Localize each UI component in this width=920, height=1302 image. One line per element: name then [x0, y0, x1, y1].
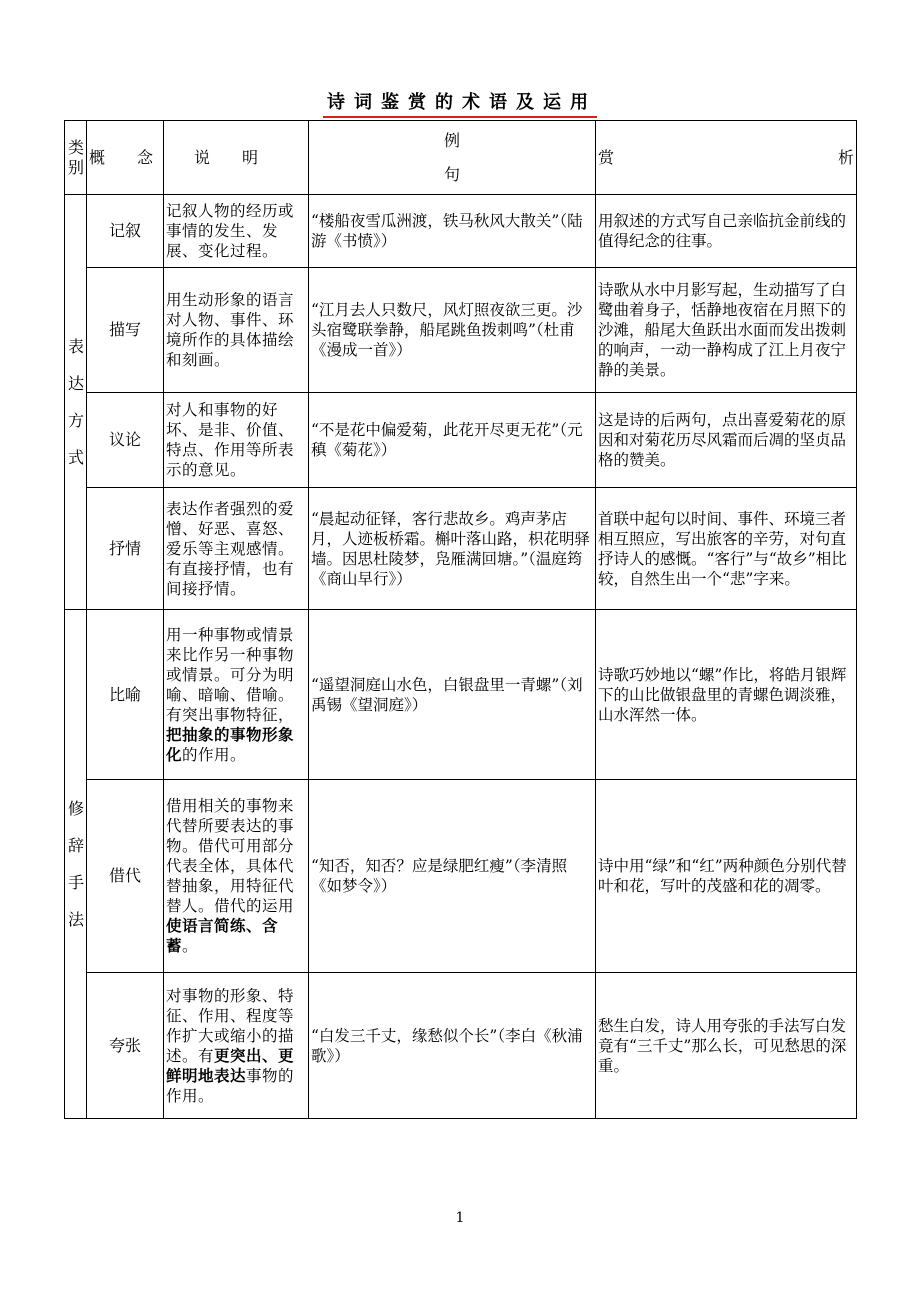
header-concept: 概 念 — [87, 121, 164, 195]
header-explanation: 说 明 — [164, 121, 309, 195]
example-cell: “江月去人只数尺，风灯照夜欲三更。沙头宿鹭联拳静，船尾跳鱼拨刺鸣”（杜甫《漫成一首》） — [309, 268, 596, 393]
table-row — [65, 393, 857, 488]
desc-cell: 记叙人物的经历或事情的发生、发展、变化过程。 — [164, 195, 309, 268]
table-row — [65, 195, 857, 268]
header-analysis — [596, 121, 857, 195]
analysis-cell: 诗中用“绿”和“红”两种颜色分别代替叶和花，写叶的茂盛和花的凋零。 — [596, 780, 857, 973]
example-cell: “晨起动征铎，客行悲故乡。鸡声茅店月，人迹板桥霜。槲叶落山路，枳花明驿墙。因思杜陵梦，凫雁满回塘。”（温庭筠《商山早行》） — [309, 488, 596, 610]
concept-cell: 抒情 — [87, 488, 164, 610]
analysis-cell: 这是诗的后两句，点出喜爱菊花的原因和对菊花历尽风霜而后凋的坚贞品格的赞美。 — [596, 393, 857, 488]
concept-cell: 描写 — [87, 268, 164, 393]
header-analysis-right: 析 — [837, 147, 854, 167]
header-example — [309, 121, 596, 195]
example-cell: “不是花中偏爱菊，此花开尽更无花”（元稹《菊花》） — [309, 393, 596, 488]
desc-tail: 事物的作用。 — [166, 1066, 295, 1105]
desc-text: 用一种事物或情景来比作另一种事物或情景。可分为明喻、暗喻、借喻。有突出事物特征， — [166, 625, 295, 724]
desc-cell: 对人和事物的好坏、是非、价值、特点、作用等所表示的意见。 — [164, 393, 309, 488]
desc-tail: 的作用。 — [182, 745, 247, 764]
desc-cell: 表达作者强烈的爱憎、好恶、喜怒、爱乐等主观感情。有直接抒情，也有间接抒情。 — [164, 488, 309, 610]
concept-cell: 借代 — [87, 780, 164, 973]
table-row — [65, 488, 857, 610]
analysis-cell: 诗歌从水中月影写起，生动描写了白鹭曲着身子，恬静地夜宿在月照下的沙滩，船尾大鱼跃出水面而发出拨刺的响声，一动一静构成了江上月夜宁静的美景。 — [596, 268, 857, 393]
table-row — [65, 610, 857, 780]
table-row — [65, 780, 857, 973]
concept-cell: 夸张 — [87, 973, 164, 1119]
example-cell: “遥望洞庭山水色，白银盘里一青螺”（刘禹锡《望洞庭》） — [309, 610, 596, 780]
desc-emphasis: 使语言简练、含蓄 — [166, 916, 279, 955]
example-cell: “楼船夜雪瓜洲渡，铁马秋风大散关”（陆游《书愤》） — [309, 195, 596, 268]
category-expression: 表达方式 — [65, 195, 87, 610]
header-category: 类别 — [65, 121, 87, 195]
desc-text: 对事物的形象、特征、作用、程度等作扩大或缩小的描述。有 — [166, 986, 295, 1065]
example-cell: “知否，知否？应是绿肥红瘦”（李清照《如梦令》） — [309, 780, 596, 973]
analysis-cell: 用叙述的方式写自己亲临抗金前线的值得纪念的往事。 — [596, 195, 857, 268]
table-row — [65, 973, 857, 1119]
header-example-top: 例 — [443, 130, 460, 150]
analysis-cell: 诗歌巧妙地以“螺”作比，将皓月银辉下的山比做银盘里的青螺色调淡雅，山水浑然一体。 — [596, 610, 857, 780]
desc-emphasis: 把抽象的事物形象化 — [166, 724, 295, 764]
concept-cell: 议论 — [87, 393, 164, 488]
analysis-cell: 愁生白发，诗人用夸张的手法写白发竟有“三千丈”那么长，可见愁思的深重。 — [596, 973, 857, 1119]
page-number: 1 — [455, 1210, 465, 1226]
terms-table — [64, 120, 857, 1119]
desc-tail: 。 — [182, 937, 199, 955]
page-title: 诗词鉴赏的术语及运用 — [0, 88, 920, 114]
header-example-bottom: 句 — [443, 164, 460, 184]
desc-emphasis: 更突出、更鲜明地表达 — [166, 1045, 295, 1085]
desc-cell — [164, 610, 309, 780]
header-analysis-left: 赏 — [598, 147, 615, 167]
table-row — [65, 268, 857, 393]
header-row — [65, 121, 857, 195]
example-cell: “白发三千丈，缘愁似个长”（李白《秋浦歌》） — [309, 973, 596, 1119]
desc-cell — [164, 780, 309, 973]
concept-cell: 记叙 — [87, 195, 164, 268]
desc-cell — [164, 973, 309, 1119]
analysis-cell: 首联中起句以时间、事件、环境三者相互照应，写出旅客的辛劳，对句直抒诗人的感慨。“客行”与“故乡”相比较，自然生出一个“悲”字来。 — [596, 488, 857, 610]
concept-cell: 比喻 — [87, 610, 164, 780]
desc-text: 借用相关的事物来代替所要表达的事物。借代可用部分代表全体，具体代替抽象，用特征代替人。借代的运用 — [166, 797, 295, 915]
desc-cell: 用生动形象的语言对人物、事件、环境所作的具体描绘和刻画。 — [164, 268, 309, 393]
category-rhetoric: 修辞手法 — [65, 610, 87, 1119]
